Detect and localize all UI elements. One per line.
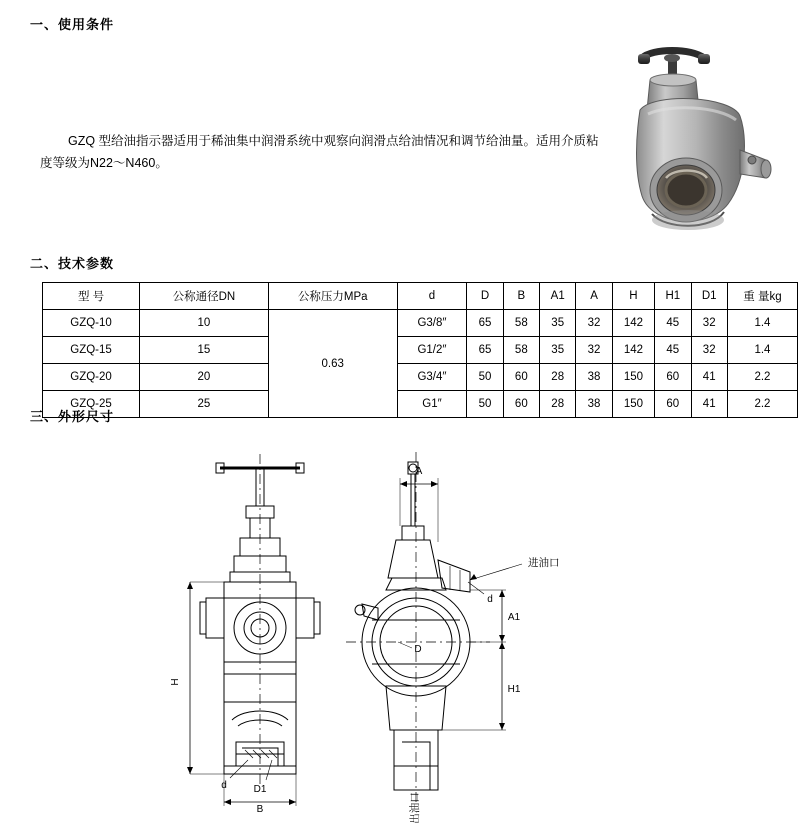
cell-H: 142: [612, 310, 654, 337]
cell-pressure: 0.63: [268, 310, 397, 418]
label-d-front: d: [221, 780, 227, 791]
cell-A: 32: [576, 337, 612, 364]
cell-A1: 35: [540, 337, 576, 364]
header-A1: A1: [540, 283, 576, 310]
label-H1: H1: [507, 684, 521, 695]
cell-H1: 60: [655, 391, 691, 418]
cell-D1: 41: [691, 391, 727, 418]
cell-H1: 45: [655, 337, 691, 364]
cell-D: 65: [467, 310, 503, 337]
table-row: [43, 310, 798, 337]
cell-D1: 32: [691, 310, 727, 337]
cell-B: 58: [503, 310, 539, 337]
label-outlet: 出油口: [409, 792, 421, 824]
label-B: B: [256, 804, 264, 815]
cell-B: 60: [503, 391, 539, 418]
cell-A1: 28: [540, 391, 576, 418]
cell-D: 50: [467, 364, 503, 391]
cell-d: G1/2″: [397, 337, 467, 364]
cell-d: G1″: [397, 391, 467, 418]
cell-model: GZQ-20: [43, 364, 140, 391]
label-inlet: 进油口: [528, 557, 560, 569]
cell-D1: 32: [691, 337, 727, 364]
section-title-dimensions: 三、外形尺寸: [30, 409, 115, 424]
cell-weight: 2.2: [727, 364, 797, 391]
product-photo: [600, 18, 778, 248]
header-pressure: 公称压力MPa: [268, 283, 397, 310]
label-D-bore: D: [414, 644, 422, 655]
cell-A: 38: [576, 391, 612, 418]
header-weight: 重 量kg: [727, 283, 797, 310]
spec-table: [42, 282, 798, 418]
cell-d: G3/8″: [397, 310, 467, 337]
cell-model: GZQ-10: [43, 310, 140, 337]
cell-dn: 20: [140, 364, 269, 391]
header-D: D: [467, 283, 503, 310]
table-header-row: [43, 283, 798, 310]
cell-dn: 25: [140, 391, 269, 418]
cell-D: 65: [467, 337, 503, 364]
cell-A1: 28: [540, 364, 576, 391]
cell-H1: 45: [655, 310, 691, 337]
header-H1: H1: [655, 283, 691, 310]
cell-B: 58: [503, 337, 539, 364]
label-H: H: [170, 678, 181, 686]
cell-A: 32: [576, 310, 612, 337]
table-row: [43, 391, 798, 418]
section-title-usage: 一、使用条件: [30, 17, 115, 32]
cell-B: 60: [503, 364, 539, 391]
cell-weight: 1.4: [727, 310, 797, 337]
dimension-drawing: [150, 430, 650, 830]
label-d-side: d: [487, 594, 493, 605]
label-A1: A1: [507, 612, 521, 623]
section-title-parameters: 二、技术参数: [30, 256, 115, 271]
cell-d: G3/4″: [397, 364, 467, 391]
cell-D1: 41: [691, 364, 727, 391]
header-H: H: [612, 283, 654, 310]
cell-H: 150: [612, 364, 654, 391]
cell-H1: 60: [655, 364, 691, 391]
header-dn: 公称通径DN: [140, 283, 269, 310]
usage-paragraph: GZQ 型给油指示器适用于稀油集中润滑系统中观察向润滑点给油情况和调节给油量。适用介质粘度等级为N22～N460。: [40, 134, 599, 170]
label-D1: D1: [253, 784, 267, 795]
header-B: B: [503, 283, 539, 310]
header-D1: D1: [691, 283, 727, 310]
cell-H: 150: [612, 391, 654, 418]
cell-model: GZQ-25: [43, 391, 140, 418]
cell-dn: 15: [140, 337, 269, 364]
cell-D: 50: [467, 391, 503, 418]
header-model: 型 号: [43, 283, 140, 310]
cell-model: GZQ-15: [43, 337, 140, 364]
cell-A: 38: [576, 364, 612, 391]
cell-dn: 10: [140, 310, 269, 337]
cell-weight: 1.4: [727, 337, 797, 364]
header-A: A: [576, 283, 612, 310]
header-d: d: [397, 283, 467, 310]
table-row: [43, 364, 798, 391]
cell-A1: 35: [540, 310, 576, 337]
label-A: A: [415, 466, 423, 477]
cell-weight: 2.2: [727, 391, 797, 418]
table-row: [43, 337, 798, 364]
cell-H: 142: [612, 337, 654, 364]
